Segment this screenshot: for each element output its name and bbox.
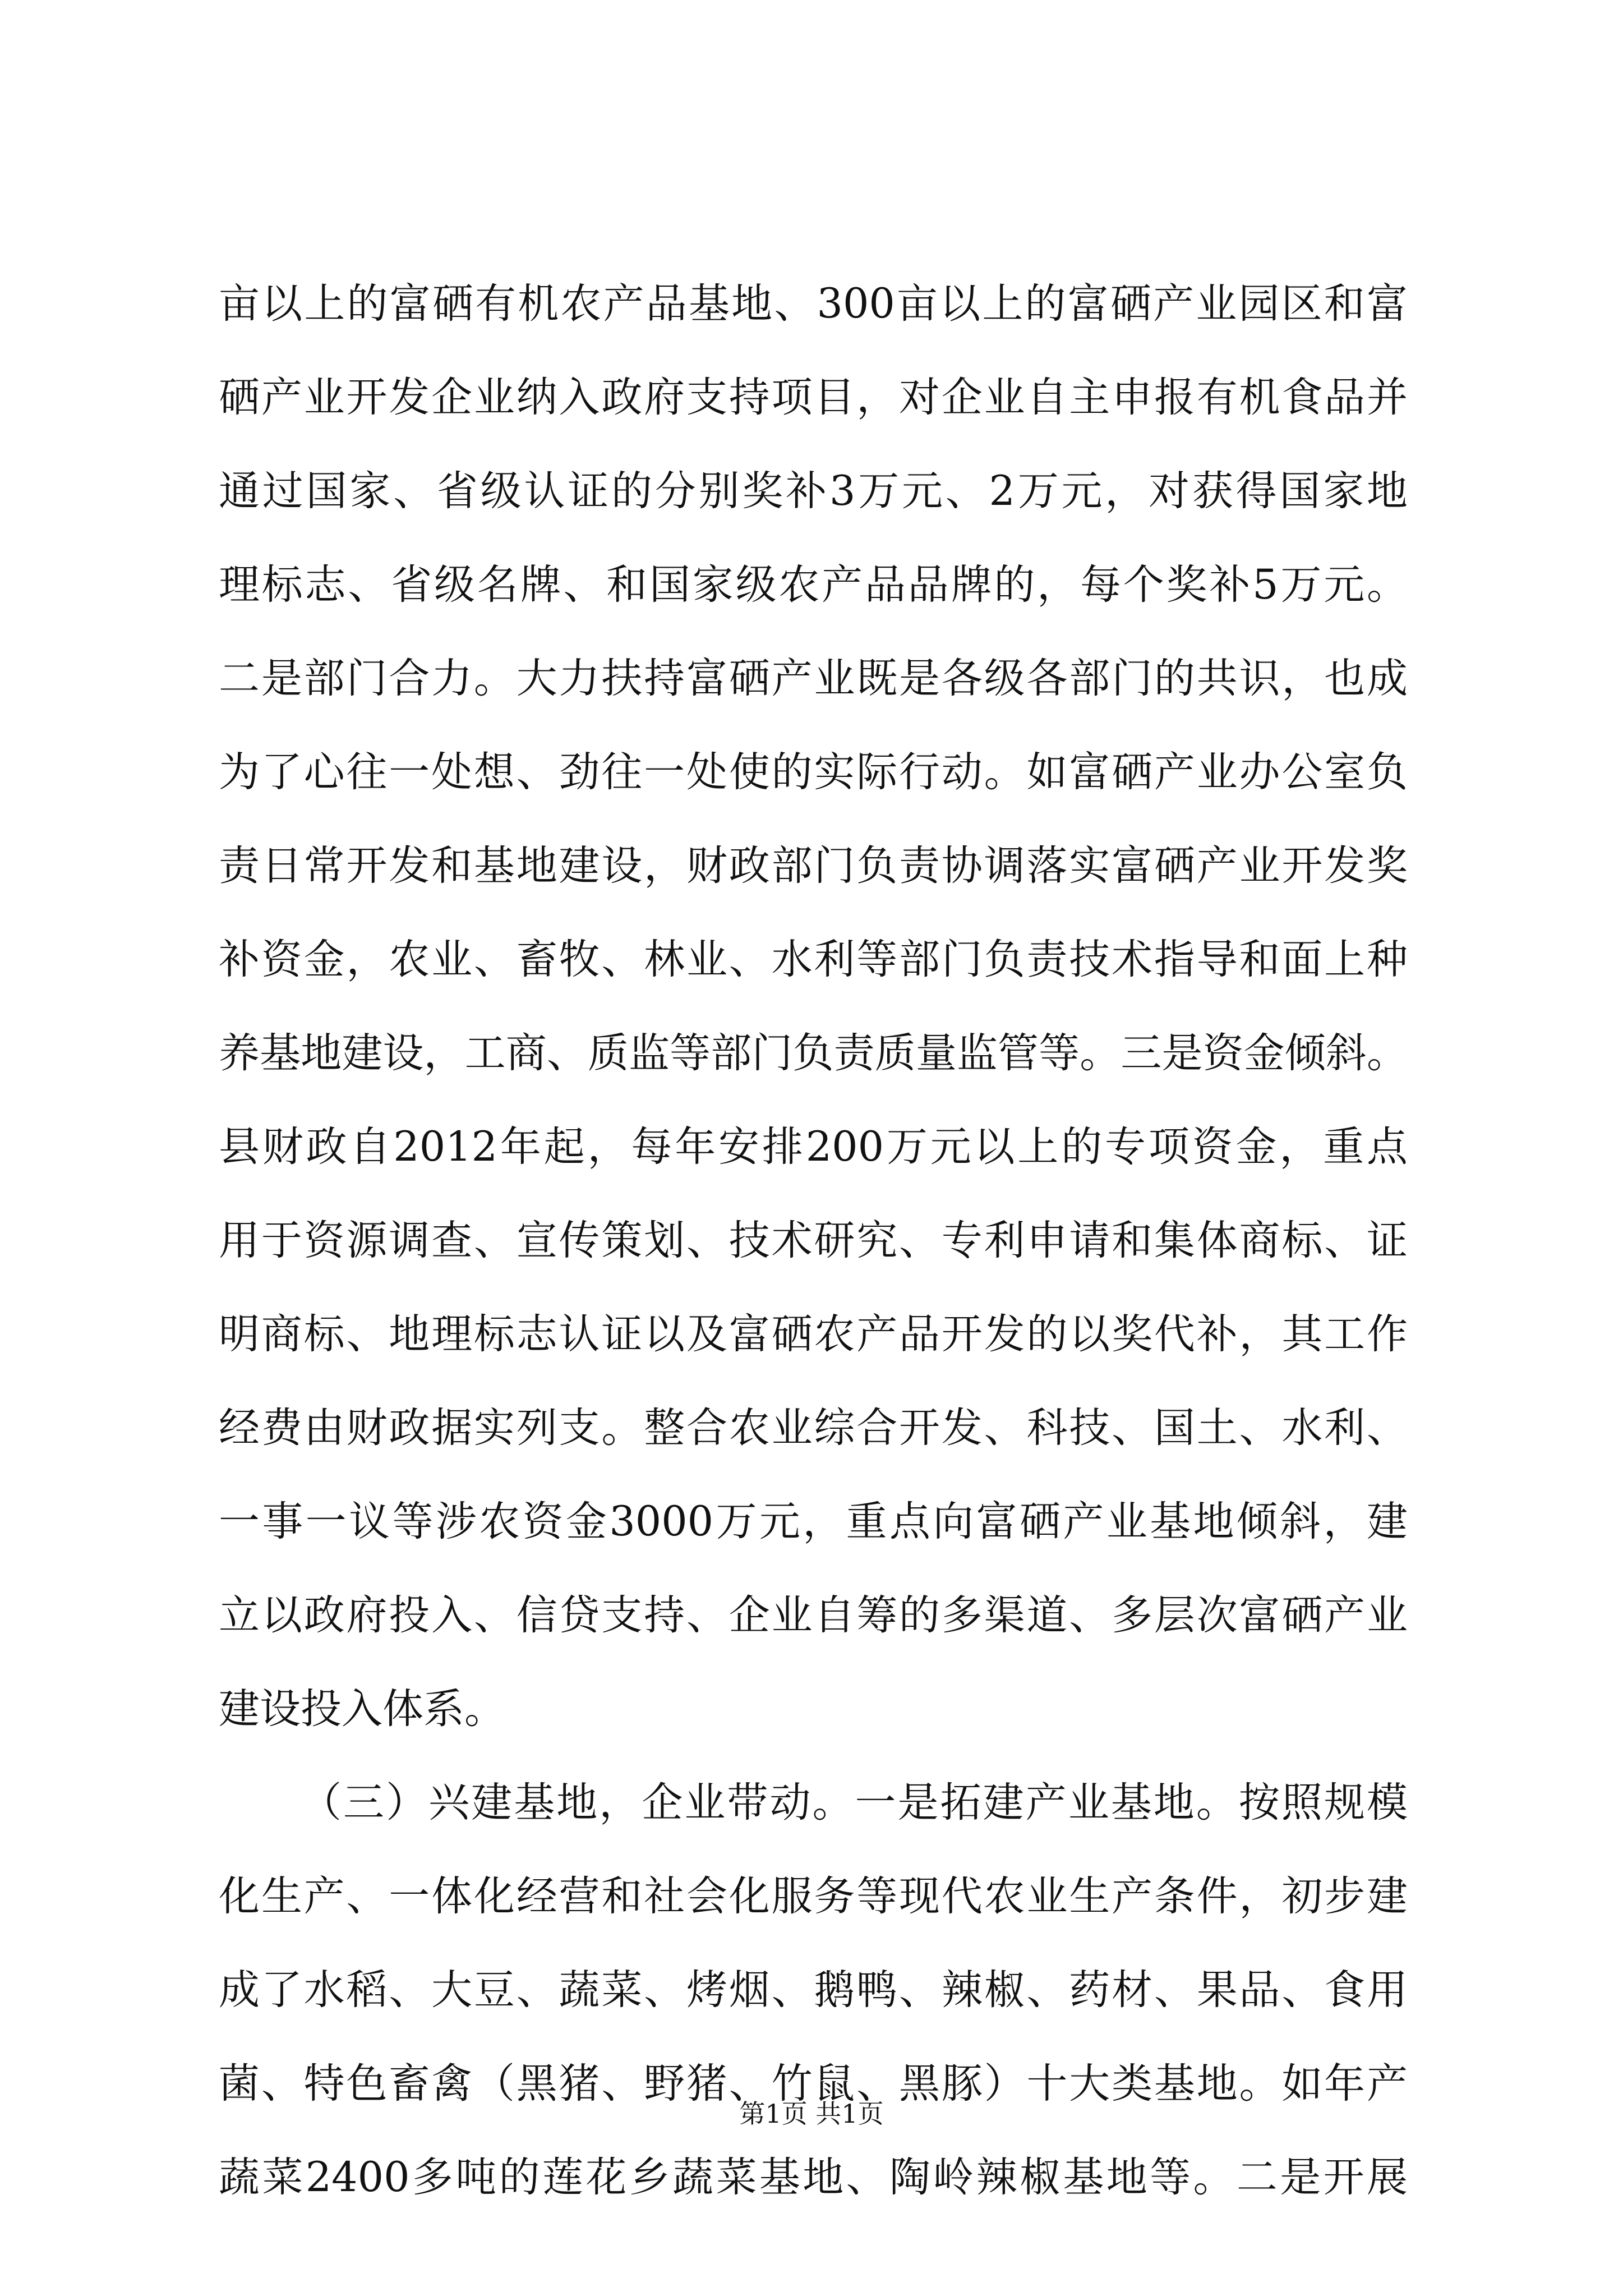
text-line-19: 成了水稻、大豆、蔬菜、烤烟、鹅鸭、辣椒、药材、果品、食用: [219, 1966, 1408, 2014]
text-line-7: 责日常开发和基地建设，财政部门负责协调落实富硒产业开发奖: [219, 842, 1408, 890]
text-line-16: 建设投入体系。: [219, 1685, 505, 1733]
text-line-17: （三）兴建基地，企业带动。一是拓建产业基地。按照规模: [301, 1779, 1408, 1826]
text-line-5: 二是部门合力。大力扶持富硒产业既是各级各部门的共识，也成: [219, 655, 1408, 702]
document-body: [219, 257, 1408, 2224]
text-line-14: 一事一议等涉农资金3000万元，重点向富硒产业基地倾斜，建: [219, 1498, 1408, 1545]
text-line-2: 硒产业开发企业纳入政府支持项目，对企业自主申报有机食品并: [219, 374, 1408, 421]
text-line-6: 为了心往一处想、劲往一处使的实际行动。如富硒产业办公室负: [219, 748, 1408, 796]
text-line-10: 县财政自2012年起，每年安排200万元以上的专项资金，重点: [219, 1123, 1408, 1171]
text-line-3: 通过国家、省级认证的分别奖补3万元、2万元，对获得国家地: [219, 467, 1408, 515]
text-line-18: 化生产、一体化经营和社会化服务等现代农业生产条件，初步建: [219, 1872, 1408, 1920]
text-line-4: 理标志、省级名牌、和国家级农产品品牌的，每个奖补5万元。: [219, 561, 1408, 609]
text-line-15: 立以政府投入、信贷支持、企业自筹的多渠道、多层次富硒产业: [219, 1591, 1408, 1639]
text-line-11: 用于资源调查、宣传策划、技术研究、专利申请和集体商标、证: [219, 1217, 1408, 1264]
page-number-label: 第1页 共1页: [739, 2099, 884, 2129]
text-line-20: 菌、特色畜禽（黑猪、野猪、竹鼠、黑豚）十大类基地。如年产: [219, 2060, 1408, 2108]
text-line-13: 经费由财政据实列支。整合农业综合开发、科技、国土、水利、: [219, 1404, 1408, 1452]
text-line-9: 养基地建设，工商、质监等部门负责质量监管等。三是资金倾斜。: [219, 1029, 1408, 1077]
text-line-8: 补资金，农业、畜牧、林业、水利等部门负责技术指导和面上种: [219, 936, 1408, 983]
text-line-21: 蔬菜2400多吨的莲花乡蔬菜基地、陶岭辣椒基地等。二是开展: [219, 2154, 1408, 2201]
page-footer: [0, 2097, 1623, 2131]
text-line-12: 明商标、地理标志认证以及富硒农产品开发的以奖代补，其工作: [219, 1310, 1408, 1358]
text-line-1: 亩以上的富硒有机农产品基地、300亩以上的富硒产业园区和富: [219, 280, 1408, 328]
